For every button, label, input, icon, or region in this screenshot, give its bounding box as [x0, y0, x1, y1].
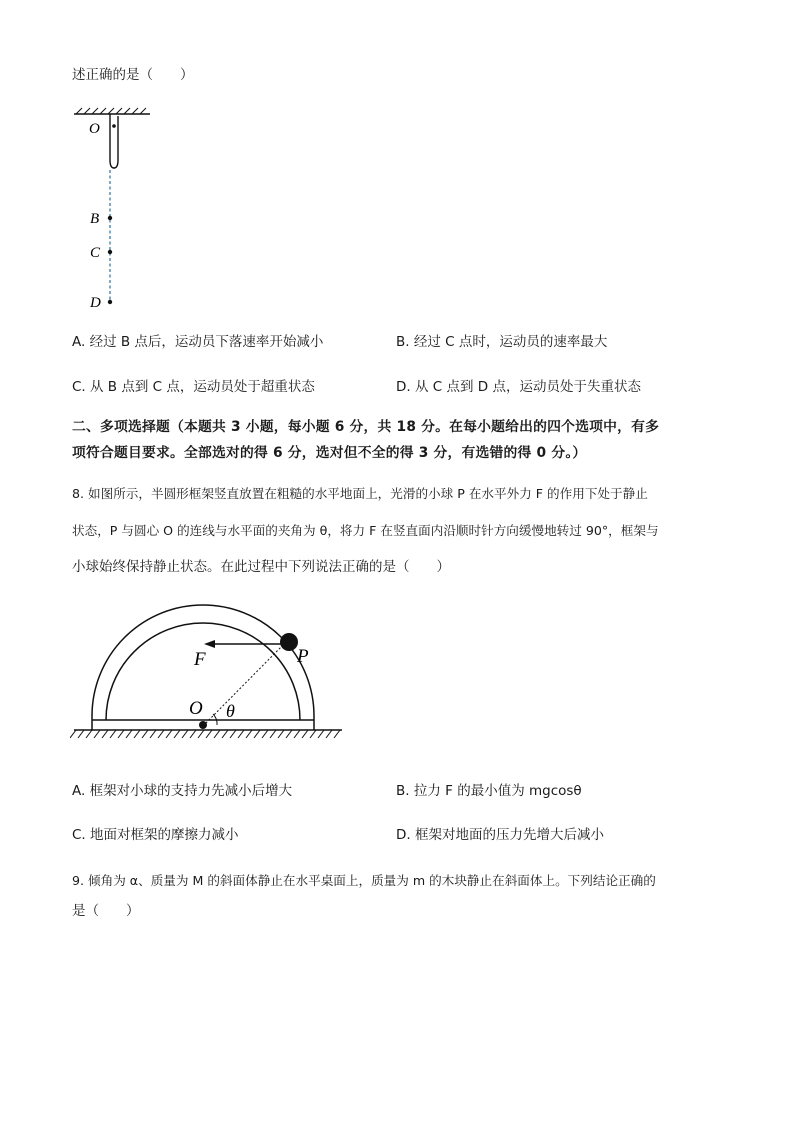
ground-hatch [70, 730, 342, 738]
point-o [112, 124, 116, 128]
folded-rope [110, 114, 118, 168]
q7-option-c: C. 从 B 点到 C 点，运动员处于超重状态 [72, 379, 315, 395]
q8-stem-line2: 状态，P 与圆心 O 的连线与水平面的夹角为 θ，将力 F 在竖直面内沿顺时针方向缓慢地转过 90°，框架与 [72, 523, 659, 538]
label-c: C [90, 245, 101, 261]
q7-option-b: B. 经过 C 点时，运动员的速率最大 [396, 334, 608, 350]
label-p: P [297, 646, 309, 667]
q8-option-d: D. 框架对地面的压力先增大后减小 [396, 827, 604, 843]
label-theta: θ [226, 701, 235, 721]
q9-stem-line1: 9. 倾角为 α、质量为 M 的斜面体静止在水平桌面上，质量为 m 的木块静止在斜面体上。下列结论正确的 [72, 873, 656, 888]
q8-option-c: C. 地面对框架的摩擦力减小 [72, 827, 239, 843]
q8-option-b: B. 拉力 F 的最小值为 mgcosθ [396, 783, 582, 799]
radius-op-dashed [203, 640, 288, 726]
center-o [199, 721, 207, 729]
section2-heading-line2: 项符合题目要求。全部选对的得 6 分，选对但不全的得 3 分，有选错的得 0 分。） [72, 445, 587, 461]
q8-figure [70, 588, 350, 748]
point-b [108, 216, 112, 220]
q8-stem-line1: 8. 如图所示，半圆形框架竖直放置在粗糙的水平地面上，光滑的小球 P 在水平外力 F 的作用下处于静止 [72, 486, 648, 501]
label-d: D [90, 295, 101, 311]
q7-option-a: A. 经过 B 点后，运动员下落速率开始减小 [72, 334, 324, 350]
point-d [108, 300, 112, 304]
section2-heading-line1: 二、多项选择题（本题共 3 小题，每小题 6 分，共 18 分。在每小题给出的四个选项中，有多 [72, 419, 660, 435]
label-b: B [90, 211, 100, 227]
frame-inner-arc [106, 623, 300, 720]
q8-option-a: A. 框架对小球的支持力先减小后增大 [72, 783, 293, 799]
label-o: O [189, 698, 203, 719]
q7-figure [60, 104, 170, 314]
point-c [108, 250, 112, 254]
ceiling-hatch [74, 108, 150, 114]
q9-stem-line2: 是（ ） [72, 903, 140, 919]
q7-stem-tail: 述正确的是（ ） [72, 67, 194, 83]
label-o: O [89, 121, 100, 137]
q7-option-d: D. 从 C 点到 D 点，运动员处于失重状态 [396, 379, 641, 395]
q8-stem-line3: 小球始终保持静止状态。在此过程中下列说法正确的是（ ） [72, 559, 450, 575]
ball-p [280, 633, 298, 651]
force-f-arrowhead [204, 640, 215, 648]
label-f: F [194, 649, 206, 670]
